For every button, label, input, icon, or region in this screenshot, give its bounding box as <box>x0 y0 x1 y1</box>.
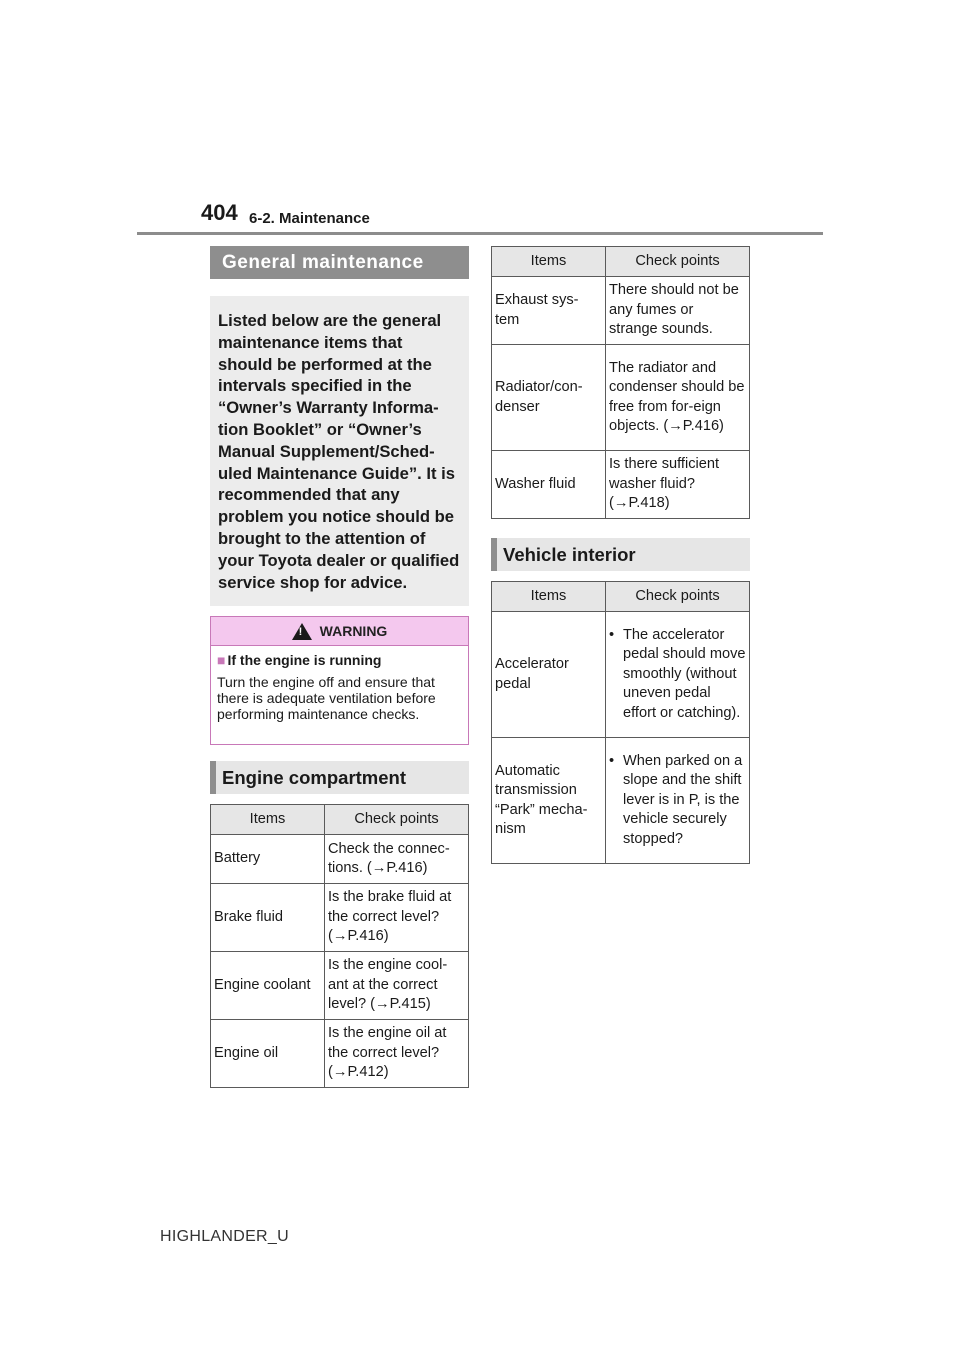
check-cell: Is the engine oil at the correct level? (→P.412) <box>325 1020 469 1088</box>
intro-text: Listed below are the general maintenance items that should be performed at the intervals specified in the “Owner’s Warranty Informa-tion Booklet” or “Owner’s Manual Supplement/Sched-uled Maintenance Guide”. It is recommended that any problem you notice should be brought to the attention of your Toyota dealer or qualified service shop for advice. <box>210 296 469 606</box>
item-cell: Accelerator pedal <box>492 612 606 738</box>
check-cell <box>606 612 750 738</box>
warning-subhead <box>217 652 462 668</box>
warning-label: WARNING <box>319 623 388 639</box>
right-column <box>491 246 750 864</box>
table-header-row <box>211 805 469 835</box>
engine-table-continued <box>491 246 750 519</box>
table-row <box>492 612 750 738</box>
table-row <box>492 451 750 519</box>
general-maintenance-heading: General maintenance <box>210 246 469 279</box>
warning-subhead-text: If the engine is running <box>227 652 382 668</box>
item-cell: Washer fluid <box>492 451 606 519</box>
table-row <box>492 738 750 864</box>
left-column <box>210 246 469 1088</box>
warning-text: Turn the engine off and ensure that there is adequate ventilation before performing maintenance checks. <box>217 674 436 722</box>
check-cell <box>606 738 750 864</box>
item-cell: Engine coolant <box>211 952 325 1020</box>
warning-header <box>211 617 468 646</box>
table-row <box>492 345 750 451</box>
bullet-icon: • <box>609 752 615 769</box>
engine-table <box>210 804 469 1088</box>
col-check-header: Check points <box>606 582 750 612</box>
check-cell: There should not be any fumes or strange sounds. <box>606 277 750 345</box>
table-row <box>211 952 469 1020</box>
check-cell: Check the connec-tions. (→P.416) <box>325 835 469 884</box>
table-row <box>211 884 469 952</box>
table-header-row <box>492 582 750 612</box>
bullet-text: When parked on a slope and the shift lever is in P, is the vehicle securely stopped? <box>623 752 743 847</box>
item-cell: Brake fluid <box>211 884 325 952</box>
warning-triangle-icon <box>292 623 312 640</box>
check-cell: Is the engine cool-ant at the correct level? (→P.415) <box>325 952 469 1020</box>
col-items-header: Items <box>211 805 325 835</box>
warning-body <box>211 646 468 726</box>
engine-compartment-heading: Engine compartment <box>210 761 469 794</box>
col-check-header: Check points <box>325 805 469 835</box>
warning-box <box>210 616 469 745</box>
table-header-row <box>492 247 750 277</box>
bullet-item <box>609 752 746 849</box>
bullet-item <box>609 626 746 723</box>
table-row <box>211 835 469 884</box>
item-cell: Radiator/con-denser <box>492 345 606 451</box>
interior-table <box>491 581 750 864</box>
vehicle-interior-heading: Vehicle interior <box>491 538 750 571</box>
item-cell: Exhaust sys-tem <box>492 277 606 345</box>
check-cell: The radiator and condenser should be free from for-eign objects. (→P.416) <box>606 345 750 451</box>
page-number: 404 <box>201 200 238 225</box>
check-cell: Is the brake fluid at the correct level? (→P.416) <box>325 884 469 952</box>
square-bullet-icon: ■ <box>217 652 226 668</box>
footer-model: HIGHLANDER_U <box>160 1228 289 1245</box>
item-cell: Battery <box>211 835 325 884</box>
col-check-header: Check points <box>606 247 750 277</box>
bullet-text: The accelerator pedal should move smoothly (without uneven pedal effort or catching). <box>623 626 746 721</box>
header-rule <box>137 232 823 235</box>
col-items-header: Items <box>492 247 606 277</box>
col-items-header: Items <box>492 582 606 612</box>
item-cell: Automatic transmission “Park” mecha-nism <box>492 738 606 864</box>
section-title: 6-2. Maintenance <box>249 210 370 227</box>
table-row <box>492 277 750 345</box>
item-cell: Engine oil <box>211 1020 325 1088</box>
table-row <box>211 1020 469 1088</box>
bullet-icon: • <box>609 626 615 643</box>
check-cell: Is there sufficient washer fluid? (→P.418) <box>606 451 750 519</box>
